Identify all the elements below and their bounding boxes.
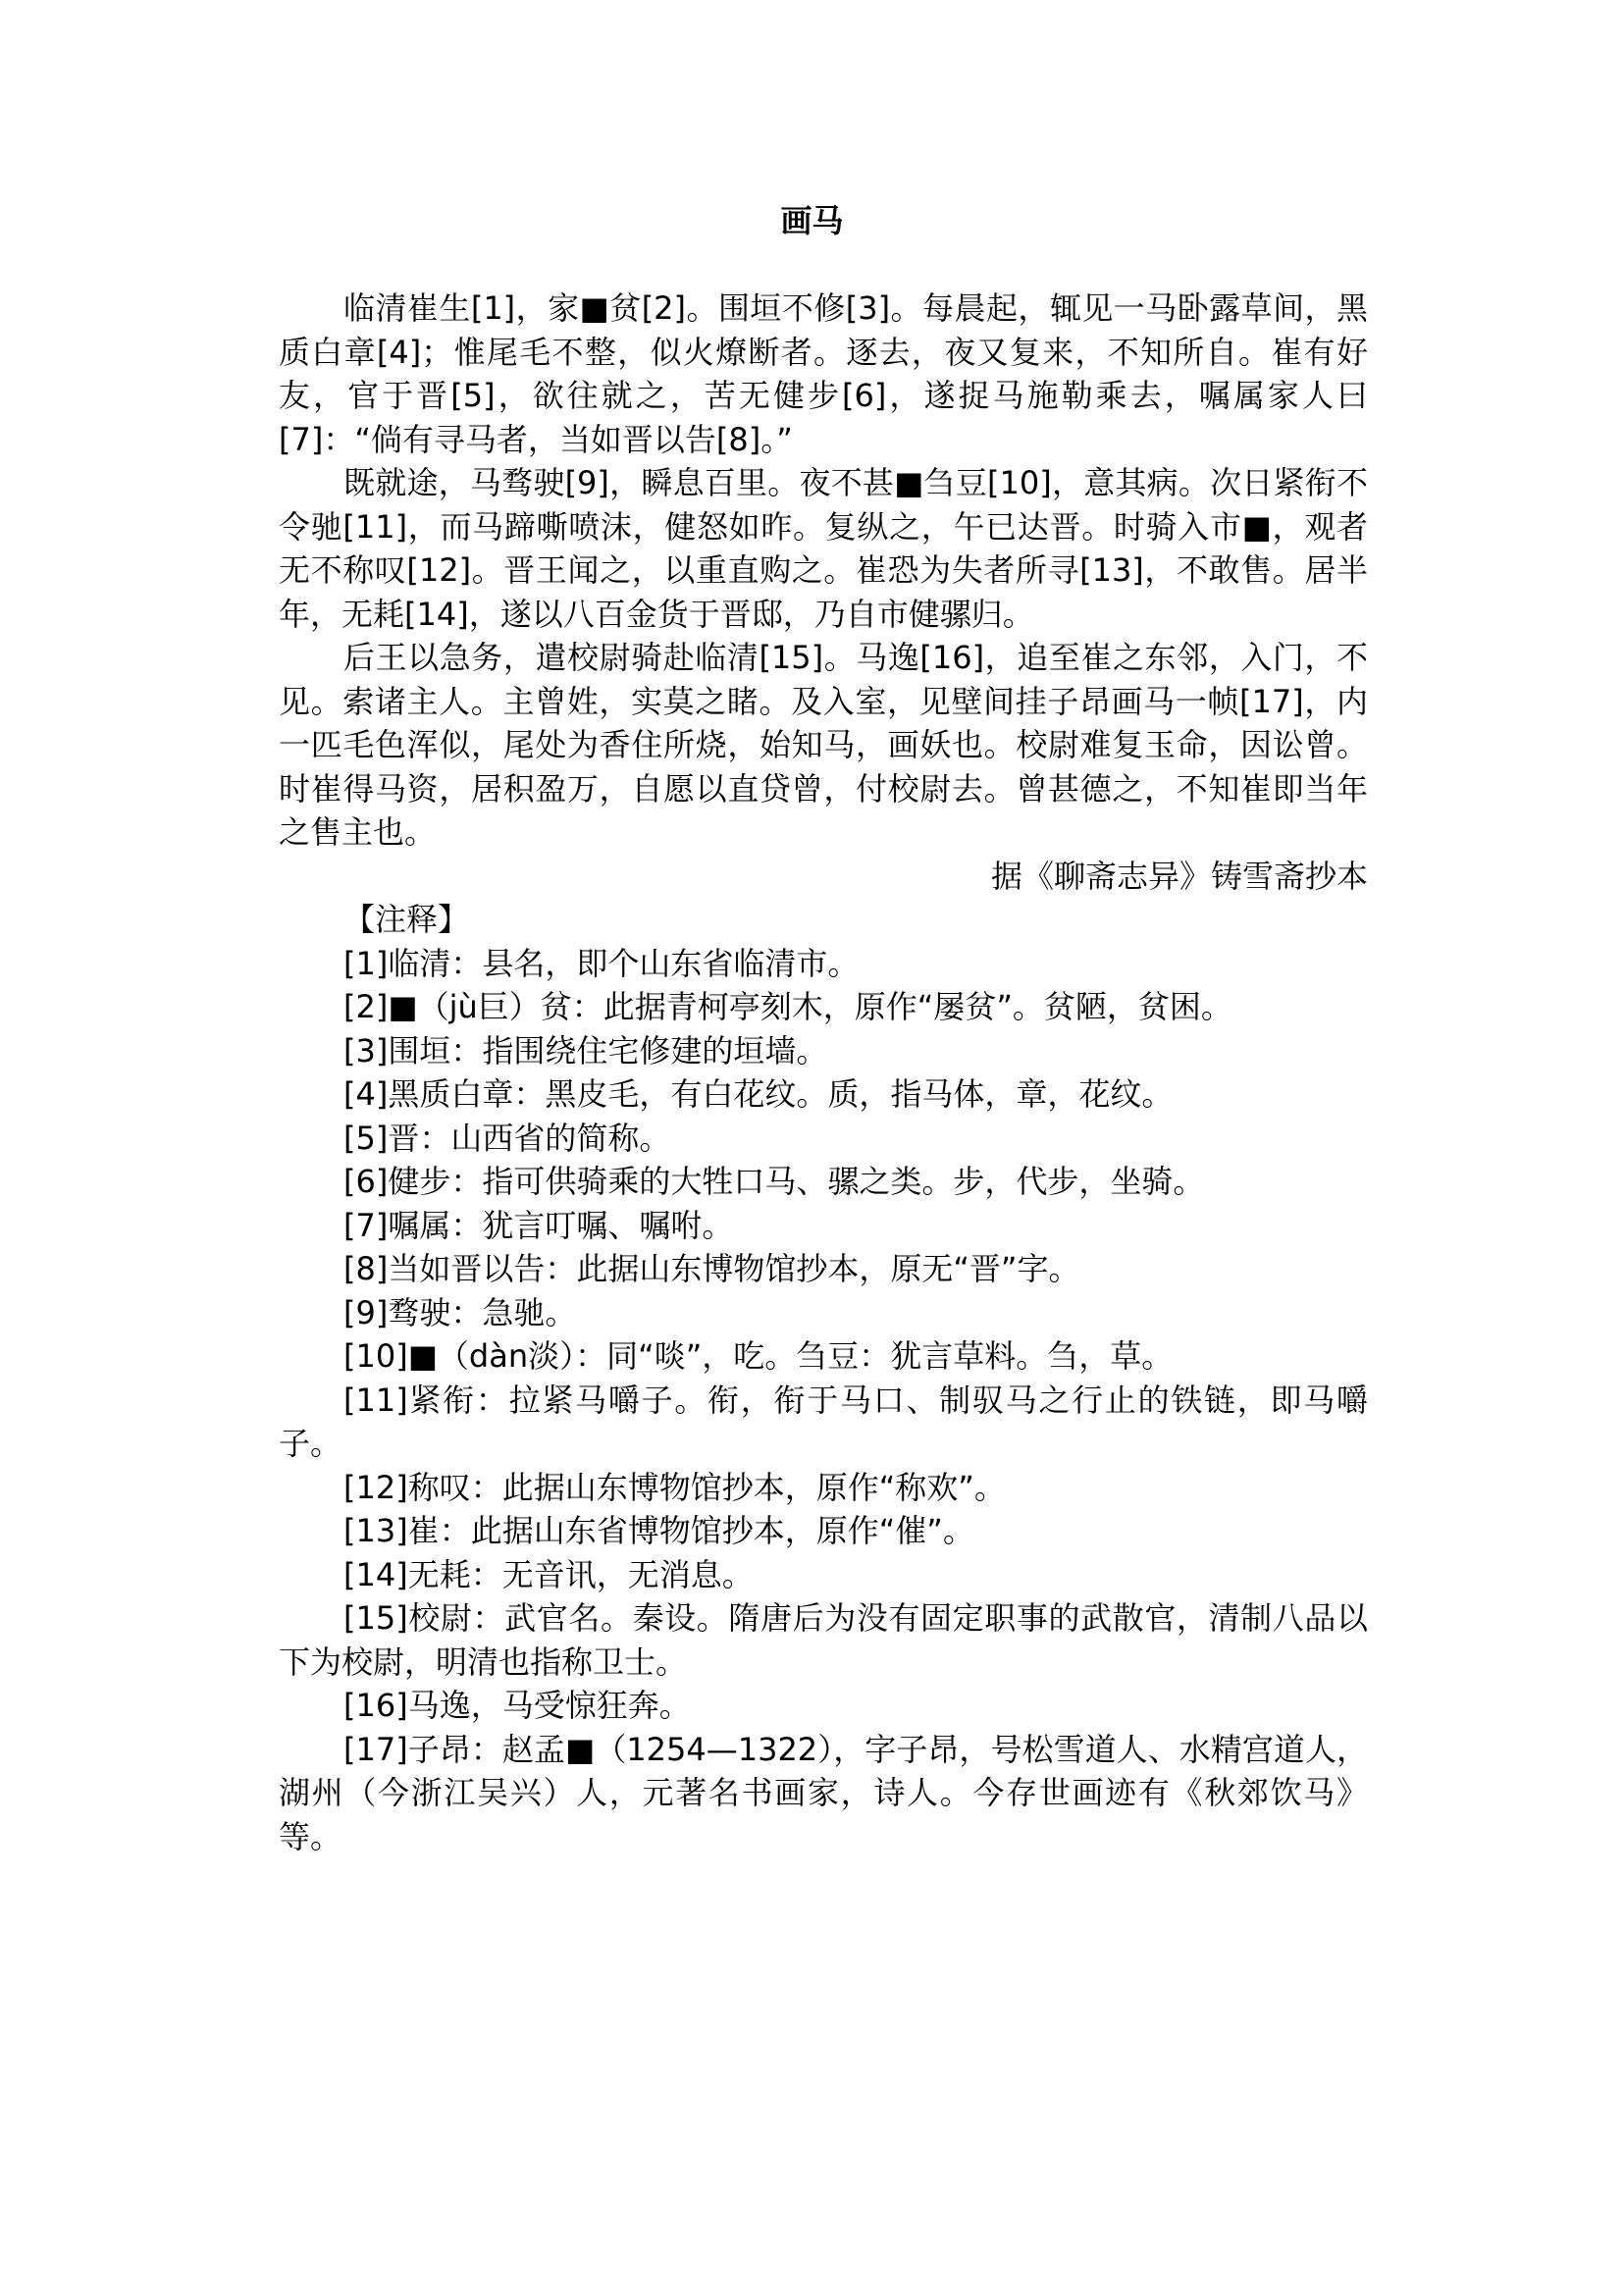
note-item: [4]黑质白章：黑皮毛，有白花纹。质，指马体，章，花纹。 (343, 1075, 1174, 1113)
note-item: [13]崔：此据山东省博物馆抄本，原作“催”。 (343, 1512, 974, 1549)
note-item: [14]无耗：无音讯，无消息。 (343, 1555, 754, 1593)
document-title: 画马 (780, 202, 844, 239)
note-item: [17]子昂：赵孟■（1254—1322），字子昂，号松雪道人、水精宫道人，湖州（今浙江吴兴）人，元著名书画家，诗人。今存世画迹有《秋郊饮马》等。 (279, 1730, 1368, 1855)
note-item: [15]校尉：武官名。秦设。隋唐后为没有固定职事的武散官，清制八品以下为校尉，明清也指称卫士。 (279, 1599, 1368, 1681)
document-body (279, 287, 1368, 1858)
note-item: [11]紧衔：拉紧马嚼子。衔，衔于马口、制驭马之行止的铁链，即马嚼子。 (279, 1381, 1368, 1462)
source-citation: 据《聊斋志异》铸雪斋抄本 (990, 857, 1368, 895)
paragraph-3: 后王以急务，遣校尉骑赴临清[15]。马逸[16]，追至崔之东邻，入门，不见。索诸主人。主曾姓，实莫之睹。及入室，见壁间挂子昂画马一帧[17]，内一匹毛色浑似，尾处为香住所烧，始知马，画妖也。校尉难复玉命，因讼曾。时崔得马资，居积盈万，自愿以直贷曾，付校尉去。曾甚德之，不知崔即当年之售主也。 (279, 639, 1368, 851)
note-item: [10]■（dàn淡）：同“啖”，吃。刍豆：犹言草料。刍，草。 (343, 1337, 1174, 1375)
note-item: [7]嘱属：犹言叮嘱、嘱咐。 (343, 1206, 734, 1244)
note-item: [8]当如晋以告：此据山东博物馆抄本，原无“晋”字。 (343, 1250, 1080, 1287)
note-item: [5]晋：山西省的简称。 (343, 1119, 671, 1157)
note-item: [16]马逸，马受惊狂奔。 (343, 1687, 691, 1724)
note-item: [12]称叹：此据山东博物馆抄本，原作“称欢”。 (343, 1468, 1006, 1506)
note-item: [6]健步：指可供骑乘的大牲口马、骡之类。步，代步，坐骑。 (343, 1163, 1205, 1200)
note-item: [9]骛驶：急驰。 (343, 1293, 577, 1331)
note-item: [3]围垣：指围绕住宅修建的垣墙。 (343, 1031, 828, 1069)
note-item: [2]■（jù巨）贫：此据青柯亭刻木，原作“屡贫”。贫陋，贫困。 (343, 988, 1232, 1025)
paragraph-2: 既就途，马骛驶[9]，瞬息百里。夜不甚■刍豆[10]，意其病。次日紧衔不令驰[11]，而马蹄嘶喷沫，健怒如昨。复纵之，午已达晋。时骑入市■，观者无不称叹[12]。晋王闻之，以重直购之。崔恐为失者所寻[13]，不敢售。居半年，无耗[14]，遂以八百金货于晋邸，乃自市健骡归。 (279, 464, 1368, 633)
note-item: [1]临清：县名，即个山东省临清市。 (343, 944, 860, 982)
paragraph-1: 临清崔生[1]，家■贫[2]。围垣不修[3]。每晨起，辄见一马卧露草间，黑质白章[4]；惟尾毛不整，似火燎断者。逐去，夜又复来，不知所自。崔有好友，官于晋[5]，欲往就之，苦无健步[6]，遂捉马施勒乘去，嘱属家人曰[7]：“倘有寻马者，当如晋以告[8]。” (279, 289, 1368, 458)
notes-heading: 【注释】 (343, 901, 470, 938)
